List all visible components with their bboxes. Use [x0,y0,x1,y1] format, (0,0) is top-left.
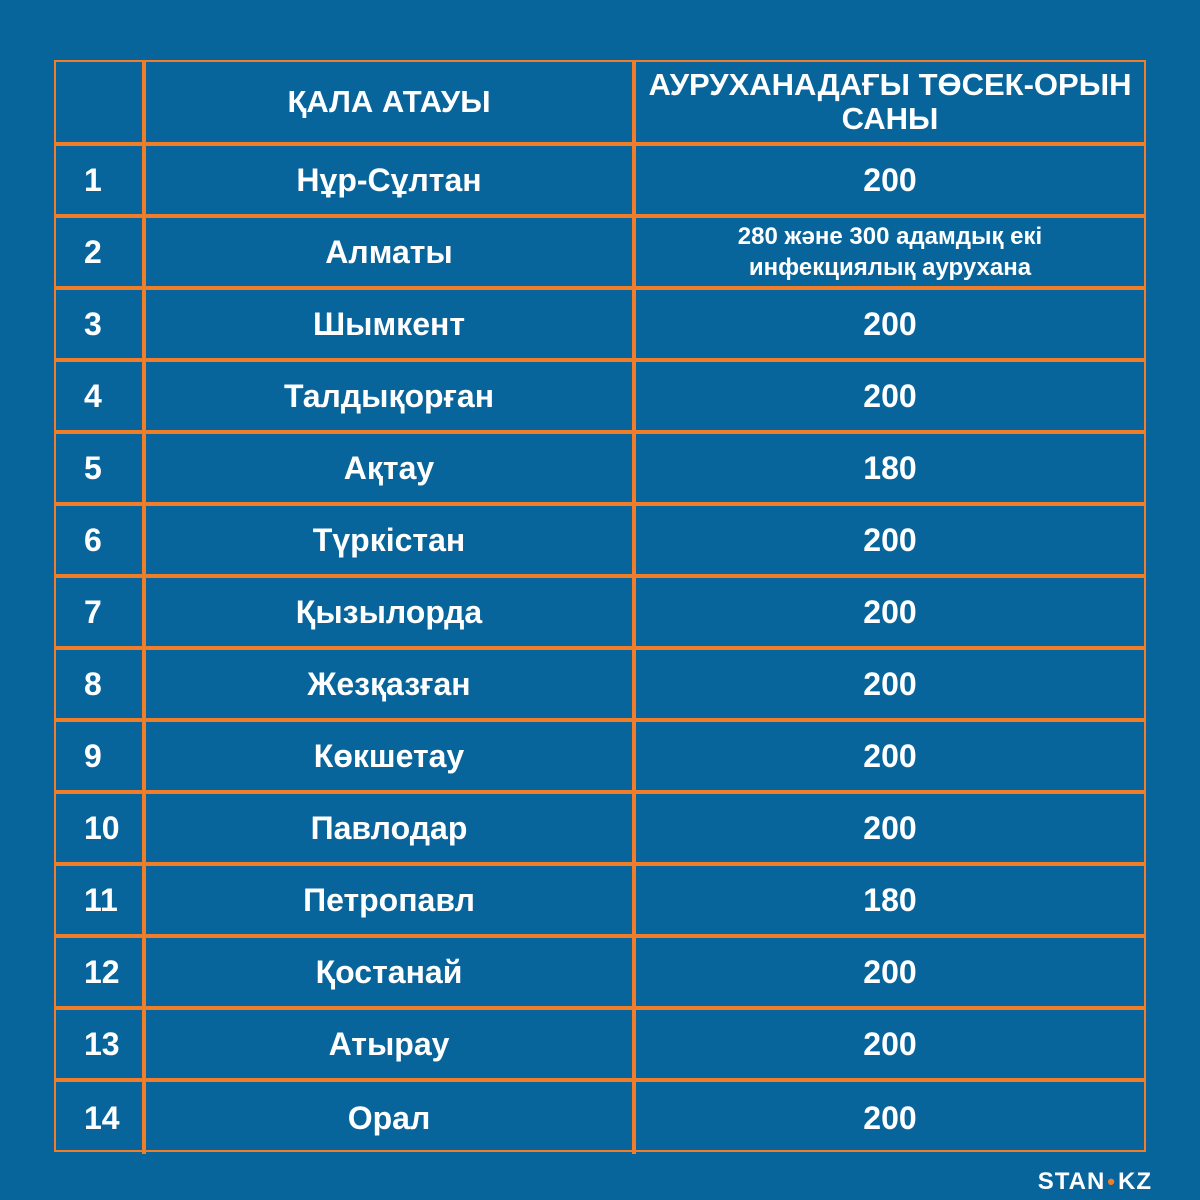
table-row [56,1010,1144,1082]
row-city: Алматы [146,218,636,286]
table-row [56,1082,1144,1154]
row-number: 4 [56,362,146,430]
table-row [56,146,1144,218]
row-number: 9 [56,722,146,790]
row-beds: 200 [863,1099,917,1136]
row-city: Талдықорған [146,362,636,430]
row-number: 6 [56,506,146,574]
table-row [56,938,1144,1010]
table-row [56,362,1144,434]
table-header-row [56,62,1144,146]
table-row [56,650,1144,722]
row-city: Қызылорда [146,578,636,646]
header-number-cell [56,62,146,142]
row-number: 13 [56,1010,146,1078]
row-beds: 200 [863,305,917,342]
row-city: Орал [146,1082,636,1154]
row-city: Шымкент [146,290,636,358]
logo-text-left: STAN [1037,1168,1106,1195]
row-number: 3 [56,290,146,358]
row-beds: 200 [863,593,917,630]
row-number: 12 [56,938,146,1006]
header-beds-cell: АУРУХАНАДАҒЫ ТӨСЕК-ОРЫН САНЫ [648,66,1132,136]
row-city: Павлодар [146,794,636,862]
row-beds: 200 [863,809,917,846]
hospital-beds-table [54,60,1146,1152]
row-beds: 200 [863,377,917,414]
table-row [56,794,1144,866]
row-city: Жезқазған [146,650,636,718]
row-beds: 200 [863,737,917,774]
row-number: 8 [56,650,146,718]
row-city: Түркістан [146,506,636,574]
row-beds: 180 [863,881,917,918]
row-number: 14 [56,1082,146,1154]
row-beds: 180 [863,449,917,486]
header-city-cell: ҚАЛА АТАУЫ [146,62,636,142]
row-beds: 280 және 300 адамдық екі инфекциялық аурухана [737,222,1043,281]
row-beds: 200 [863,161,917,198]
row-city: Ақтау [146,434,636,502]
row-city: Қостанай [146,938,636,1006]
table-row [56,506,1144,578]
row-beds: 200 [863,953,917,990]
row-number: 5 [56,434,146,502]
row-city: Атырау [146,1010,636,1078]
table-row [56,434,1144,506]
table-row [56,722,1144,794]
table-row [56,290,1144,362]
logo-mark-icon: • [1107,1169,1116,1194]
row-city: Көкшетау [146,722,636,790]
stan-kz-logo [1038,1168,1152,1196]
table-row [56,218,1144,290]
row-number: 1 [56,146,146,214]
table-row [56,866,1144,938]
logo-text-right: KZ [1118,1168,1152,1195]
row-city: Петропавл [146,866,636,934]
row-number: 11 [56,866,146,934]
row-beds: 200 [863,521,917,558]
row-number: 2 [56,218,146,286]
table-row [56,578,1144,650]
row-beds: 200 [863,1025,917,1062]
row-city: Нұр-Сұлтан [146,146,636,214]
row-number: 7 [56,578,146,646]
row-number: 10 [56,794,146,862]
row-beds: 200 [863,665,917,702]
